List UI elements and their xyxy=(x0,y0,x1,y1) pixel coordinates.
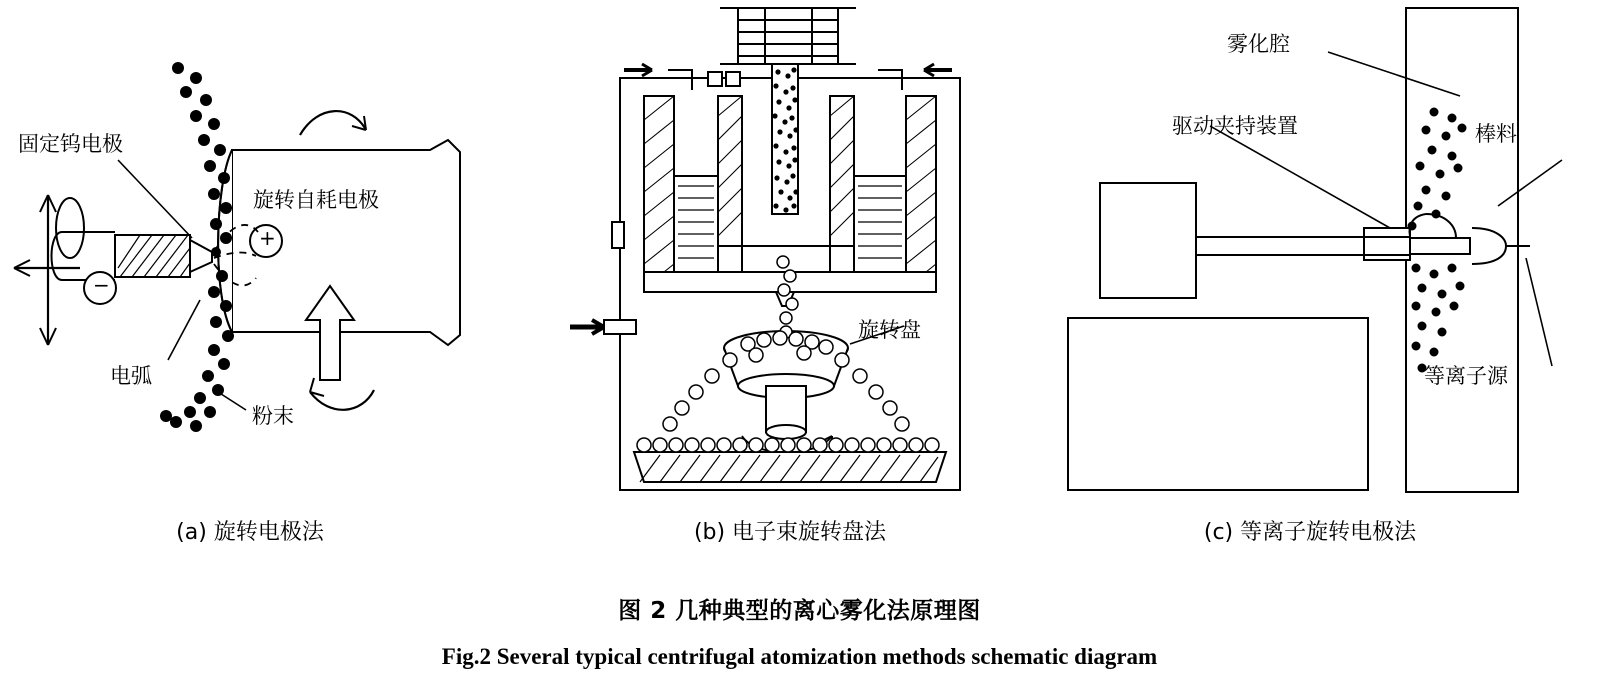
panel-a-rotating-electrode xyxy=(0,0,500,500)
label-anode-sign: + xyxy=(259,226,276,250)
figure-title-en: Fig.2 Several typical centrifugal atomization methods schematic diagram xyxy=(441,644,1158,669)
panel-c-drawing xyxy=(1060,0,1599,500)
panel-a-drawing xyxy=(0,0,500,500)
label-drive-clamping-device: 驱动夹持装置 xyxy=(1172,114,1298,138)
figure-title-cn: 图 2 几种典型的离心雾化法原理图 xyxy=(618,598,981,624)
label-powder: 粉末 xyxy=(252,404,294,428)
caption-panel-c: (c) 等离子旋转电极法 xyxy=(1203,520,1417,545)
panel-b-electron-beam-rotating-disk xyxy=(560,0,980,500)
label-bar-stock: 棒料 xyxy=(1475,122,1517,146)
label-plasma-source: 等离子源 xyxy=(1424,364,1508,388)
label-fixed-tungsten-electrode: 固定钨电极 xyxy=(18,132,123,156)
label-atomization-chamber: 雾化腔 xyxy=(1227,32,1290,56)
label-rotating-disk: 旋转盘 xyxy=(858,318,921,342)
label-rotating-consumable-electrode: 旋转自耗电极 xyxy=(253,188,379,212)
panel-c-plasma-rotating-electrode xyxy=(1060,0,1599,500)
label-cathode-sign: − xyxy=(93,273,110,297)
label-arc: 电弧 xyxy=(110,364,152,388)
panel-b-drawing xyxy=(560,0,980,500)
caption-panel-a: (a) 旋转电极法 xyxy=(176,520,324,545)
caption-panel-b: (b) 电子束旋转盘法 xyxy=(693,520,887,545)
